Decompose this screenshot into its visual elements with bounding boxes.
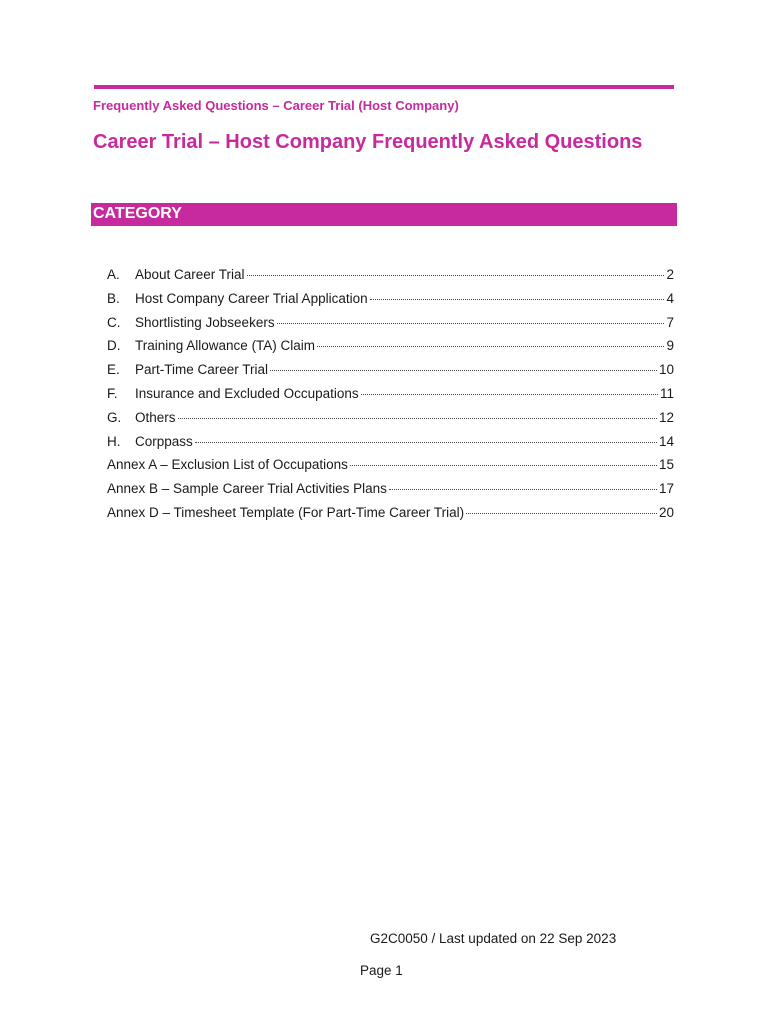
toc-page-number: 7 — [666, 314, 674, 330]
dot-leader — [178, 418, 657, 419]
dot-leader — [370, 299, 665, 300]
top-rule — [94, 85, 674, 89]
toc-page-number: 9 — [666, 338, 674, 354]
toc-label: About Career Trial — [135, 267, 245, 282]
toc-letter: F. — [107, 385, 118, 401]
toc-page-number: 4 — [666, 290, 674, 306]
page-title: Career Trial – Host Company Frequently Asked Questions — [93, 131, 643, 153]
toc-entry-annex-d[interactable] — [107, 505, 674, 529]
dot-leader — [195, 442, 657, 443]
toc-label: Host Company Career Trial Application — [135, 290, 368, 306]
toc-entry-shortlisting-jobseekers[interactable] — [107, 315, 674, 339]
table-of-contents — [107, 267, 674, 529]
dot-leader — [466, 513, 657, 514]
toc-label: Shortlisting Jobseekers — [135, 314, 275, 330]
toc-entry-host-company-application[interactable] — [107, 291, 674, 315]
document-reference: G2C0050 / Last updated on 22 Sep 2023 — [370, 931, 617, 946]
toc-label: Insurance and Excluded Occupations — [135, 385, 359, 401]
toc-entry-others[interactable] — [107, 410, 674, 434]
toc-label: Others — [135, 409, 176, 425]
toc-entry-annex-a[interactable] — [107, 457, 674, 481]
toc-entry-training-allowance[interactable] — [107, 338, 674, 362]
dot-leader — [361, 394, 658, 395]
toc-page-number: 15 — [658, 457, 674, 473]
toc-letter: A. — [107, 267, 120, 282]
toc-entry-corppass[interactable] — [107, 434, 674, 458]
toc-label: Annex D – Timesheet Template (For Part-Time Career Trial) — [107, 504, 465, 520]
toc-page-number: 10 — [658, 362, 674, 378]
toc-label: Annex A – Exclusion List of Occupations — [107, 457, 348, 473]
toc-label: Annex B – Sample Career Trial Activities Plans — [107, 481, 387, 497]
toc-letter: C. — [107, 314, 121, 330]
toc-entry-insurance[interactable] — [107, 386, 674, 410]
toc-label: Corppass — [135, 433, 193, 449]
toc-label: Part-Time Career Trial — [135, 362, 269, 378]
toc-page-number: 11 — [659, 385, 674, 401]
dot-leader — [317, 346, 664, 347]
toc-page-number: 17 — [658, 481, 674, 497]
toc-entry-part-time-career-trial[interactable] — [107, 362, 674, 386]
toc-page-number: 12 — [658, 409, 674, 425]
page-number: Page 1 — [360, 963, 403, 978]
toc-entry-annex-b[interactable] — [107, 481, 674, 505]
toc-page-number: 2 — [666, 267, 674, 282]
toc-page-number: 14 — [658, 433, 674, 449]
toc-entry-about-career-trial[interactable] — [107, 267, 674, 291]
toc-label: Training Allowance (TA) Claim — [135, 338, 316, 354]
toc-letter: E. — [107, 362, 120, 378]
dot-leader — [350, 465, 657, 466]
toc-page-number: 20 — [658, 504, 674, 520]
dot-leader — [247, 275, 665, 276]
toc-letter: G. — [107, 409, 122, 425]
toc-letter: D. — [107, 338, 121, 354]
dot-leader — [270, 370, 657, 371]
toc-letter: B. — [107, 290, 120, 306]
dot-leader — [389, 489, 657, 490]
dot-leader — [277, 323, 665, 324]
toc-letter: H. — [107, 433, 121, 449]
category-heading: CATEGORY — [91, 203, 677, 226]
running-header: Frequently Asked Questions – Career Trial (Host Company) — [93, 98, 459, 113]
